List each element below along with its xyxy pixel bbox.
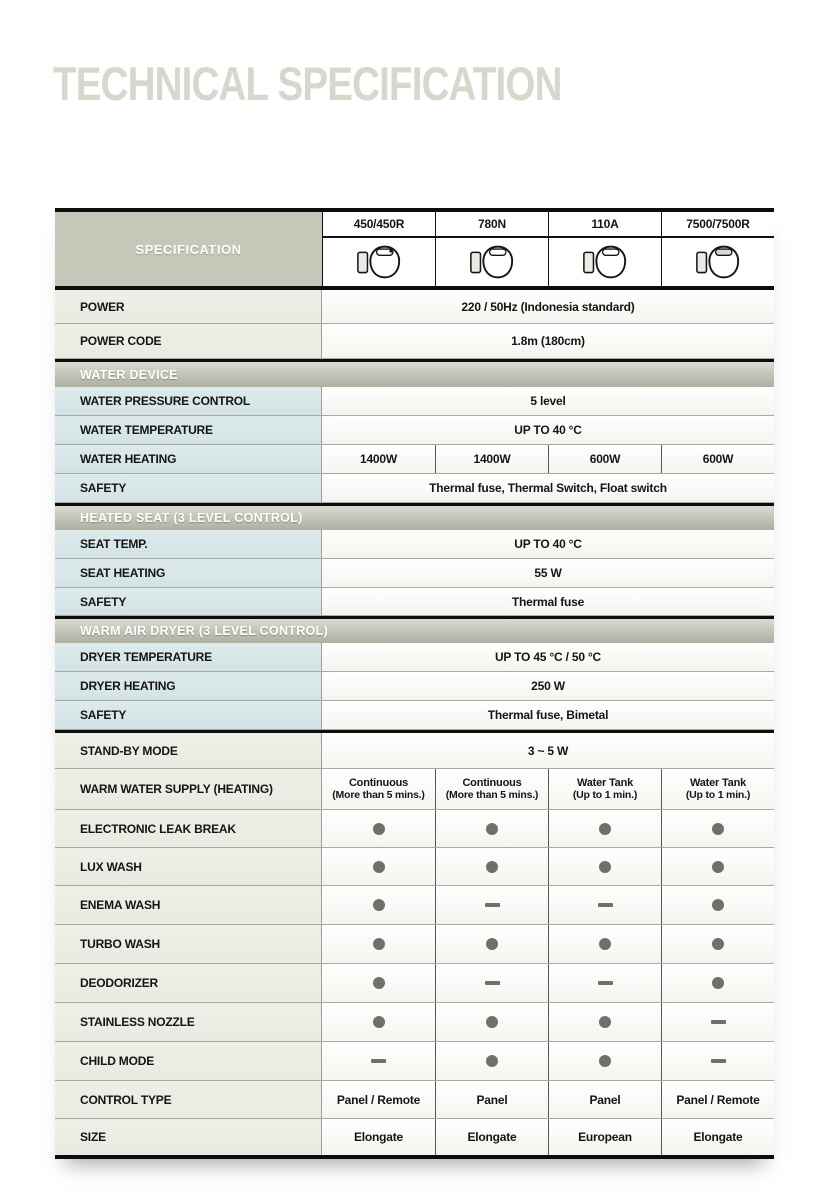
feature-cell (435, 1042, 548, 1080)
value-line-1: Continuous (348, 777, 409, 789)
feature-unavailable-dash-icon (598, 981, 613, 985)
model-icon-cell (661, 238, 774, 286)
feature-available-dot-icon (486, 1055, 498, 1067)
row-label: SIZE (55, 1119, 322, 1155)
row-values (322, 1003, 774, 1041)
row-label: TURBO WASH (55, 925, 322, 963)
row-label: DEODORIZER (55, 964, 322, 1002)
feature-cell (661, 886, 774, 924)
row-value: UP TO 40 °C (322, 416, 774, 444)
row-label: STAINLESS NOZZLE (55, 1003, 322, 1041)
specification-header-cell: SPECIFICATION (55, 212, 322, 286)
row-value: 55 W (322, 559, 774, 587)
row-values (322, 925, 774, 963)
row-values (322, 445, 774, 473)
feature-cell (548, 810, 661, 847)
row-values (322, 1042, 774, 1080)
feature-available-dot-icon (486, 823, 498, 835)
model-name-header: 780N (435, 212, 548, 238)
model-name-header: 7500/7500R (661, 212, 774, 238)
feature-unavailable-dash-icon (598, 903, 613, 907)
spec-row (55, 445, 774, 474)
value-cell: Elongate (661, 1119, 774, 1155)
feature-cell (322, 1042, 435, 1080)
row-label: CHILD MODE (55, 1042, 322, 1080)
spec-row (55, 925, 774, 964)
row-label: SAFETY (55, 474, 322, 502)
feature-unavailable-dash-icon (485, 981, 500, 985)
page-title: TECHNICAL SPECIFICATION (53, 57, 562, 110)
spec-row (55, 701, 774, 730)
row-label: CONTROL TYPE (55, 1081, 322, 1118)
feature-available-dot-icon (599, 823, 611, 835)
spec-row (55, 964, 774, 1003)
spec-row (55, 474, 774, 503)
model-name-header: 110A (548, 212, 661, 238)
feature-cell (322, 886, 435, 924)
row-values (322, 848, 774, 885)
feature-available-dot-icon (599, 1055, 611, 1067)
value-cell (435, 769, 548, 809)
value-line-1: Water Tank (576, 777, 634, 789)
row-value: 220 / 50Hz (Indonesia standard) (322, 290, 774, 323)
row-values (322, 1081, 774, 1118)
value-cell: Panel / Remote (336, 1092, 421, 1107)
feature-available-dot-icon (486, 861, 498, 873)
spec-row (55, 559, 774, 588)
row-label: STAND-BY MODE (55, 733, 322, 768)
feature-unavailable-dash-icon (485, 903, 500, 907)
row-label: ENEMA WASH (55, 886, 322, 924)
spec-row (55, 416, 774, 445)
spec-row (55, 1003, 774, 1042)
row-label: WATER TEMPERATURE (55, 416, 322, 444)
feature-cell (548, 886, 661, 924)
bidet-seat-top-view-icon (694, 243, 742, 281)
feature-available-dot-icon (599, 1016, 611, 1028)
spec-row (55, 848, 774, 886)
spec-row (55, 530, 774, 559)
specification-table (55, 208, 774, 1159)
model-icon-cell (322, 238, 435, 286)
value-cell: 1400W (359, 452, 398, 466)
feature-cell (548, 925, 661, 963)
feature-available-dot-icon (712, 823, 724, 835)
spec-row (55, 290, 774, 324)
row-value: UP TO 45 °C / 50 °C (322, 643, 774, 671)
row-label: LUX WASH (55, 848, 322, 885)
row-values (322, 886, 774, 924)
row-values (322, 810, 774, 847)
feature-available-dot-icon (712, 977, 724, 989)
value-cell: Elongate (353, 1130, 404, 1144)
spec-row (55, 1042, 774, 1081)
row-value: 1.8m (180cm) (322, 324, 774, 358)
row-label: SAFETY (55, 588, 322, 615)
value-cell: European (548, 1119, 661, 1155)
feature-cell (548, 964, 661, 1002)
value-line-2: (More than 5 mins.) (332, 789, 425, 801)
row-label: WATER HEATING (55, 445, 322, 473)
value-line-2: (Up to 1 min.) (685, 789, 751, 801)
feature-cell (661, 810, 774, 847)
feature-cell (661, 1042, 774, 1080)
value-cell: Panel / Remote (661, 1081, 774, 1118)
feature-available-dot-icon (712, 938, 724, 950)
spec-row (55, 730, 774, 769)
feature-available-dot-icon (486, 938, 498, 950)
feature-unavailable-dash-icon (371, 1059, 386, 1063)
feature-available-dot-icon (712, 861, 724, 873)
row-values (322, 769, 774, 809)
value-line-1: Water Tank (689, 777, 747, 789)
feature-cell (322, 1003, 435, 1041)
feature-available-dot-icon (373, 938, 385, 950)
row-label: POWER (55, 290, 322, 323)
section-header: WARM AIR DRYER (3 LEVEL CONTROL) (55, 616, 774, 643)
feature-available-dot-icon (373, 899, 385, 911)
row-label: POWER CODE (55, 324, 322, 358)
row-value: 250 W (322, 672, 774, 700)
row-label: SAFETY (55, 701, 322, 729)
feature-cell (435, 1003, 548, 1041)
feature-cell (435, 810, 548, 847)
feature-cell (661, 848, 774, 885)
feature-unavailable-dash-icon (711, 1020, 726, 1024)
model-icon-cell (548, 238, 661, 286)
spec-row (55, 810, 774, 848)
feature-unavailable-dash-icon (711, 1059, 726, 1063)
feature-available-dot-icon (599, 861, 611, 873)
spec-row (55, 1081, 774, 1119)
row-label: WATER PRESSURE CONTROL (55, 387, 322, 415)
row-value: Thermal fuse (322, 588, 774, 615)
spec-row (55, 1119, 774, 1155)
feature-cell (661, 964, 774, 1002)
spec-row (55, 886, 774, 925)
spec-row (55, 643, 774, 672)
model-name-header: 450/450R (322, 212, 435, 238)
feature-available-dot-icon (486, 1016, 498, 1028)
value-line-1: Continuous (462, 777, 522, 789)
bidet-seat-top-view-icon (581, 243, 629, 281)
feature-cell (548, 848, 661, 885)
spec-row (55, 769, 774, 810)
feature-cell (435, 848, 548, 885)
feature-cell (322, 964, 435, 1002)
section-header: WATER DEVICE (55, 359, 774, 387)
model-icon-cell (435, 238, 548, 286)
row-value: 5 level (322, 387, 774, 415)
value-cell: 600W (548, 445, 661, 473)
value-line-2: (Up to 1 min.) (572, 789, 638, 801)
feature-available-dot-icon (373, 861, 385, 873)
feature-cell (322, 810, 435, 847)
row-value: Thermal fuse, Bimetal (322, 701, 774, 729)
feature-cell (435, 886, 548, 924)
value-cell: Elongate (435, 1119, 548, 1155)
feature-available-dot-icon (373, 823, 385, 835)
feature-cell (435, 964, 548, 1002)
value-cell (548, 769, 661, 809)
value-line-2: (More than 5 mins.) (445, 789, 539, 801)
table-body (55, 290, 774, 1155)
row-value: 3 ~ 5 W (322, 733, 774, 768)
feature-cell (322, 848, 435, 885)
row-value: UP TO 40 °C (322, 530, 774, 558)
feature-cell (435, 925, 548, 963)
feature-cell (661, 925, 774, 963)
row-label: SEAT TEMP. (55, 530, 322, 558)
bidet-seat-top-view-icon (468, 243, 516, 281)
row-values (322, 964, 774, 1002)
spec-row (55, 588, 774, 616)
row-label: WARM WATER SUPPLY (HEATING) (55, 769, 322, 809)
value-cell (661, 769, 774, 809)
row-label: DRYER TEMPERATURE (55, 643, 322, 671)
feature-available-dot-icon (373, 977, 385, 989)
section-header: HEATED SEAT (3 LEVEL CONTROL) (55, 503, 774, 530)
value-cell: Panel (548, 1081, 661, 1118)
feature-cell (548, 1003, 661, 1041)
feature-available-dot-icon (712, 899, 724, 911)
value-cell: 1400W (435, 445, 548, 473)
row-label: ELECTRONIC LEAK BREAK (55, 810, 322, 847)
feature-available-dot-icon (599, 938, 611, 950)
spec-row (55, 387, 774, 416)
row-values (322, 1119, 774, 1155)
feature-cell (548, 1042, 661, 1080)
row-label: DRYER HEATING (55, 672, 322, 700)
feature-available-dot-icon (373, 1016, 385, 1028)
row-label: SEAT HEATING (55, 559, 322, 587)
feature-cell (661, 1003, 774, 1041)
spec-row (55, 672, 774, 701)
row-value: Thermal fuse, Thermal Switch, Float switch (322, 474, 774, 502)
table-header (55, 212, 774, 290)
feature-cell (322, 925, 435, 963)
value-cell: 600W (661, 445, 774, 473)
value-cell: Panel (435, 1081, 548, 1118)
value-cell (322, 769, 435, 809)
spec-row (55, 324, 774, 359)
bidet-seat-top-view-icon (355, 243, 403, 281)
